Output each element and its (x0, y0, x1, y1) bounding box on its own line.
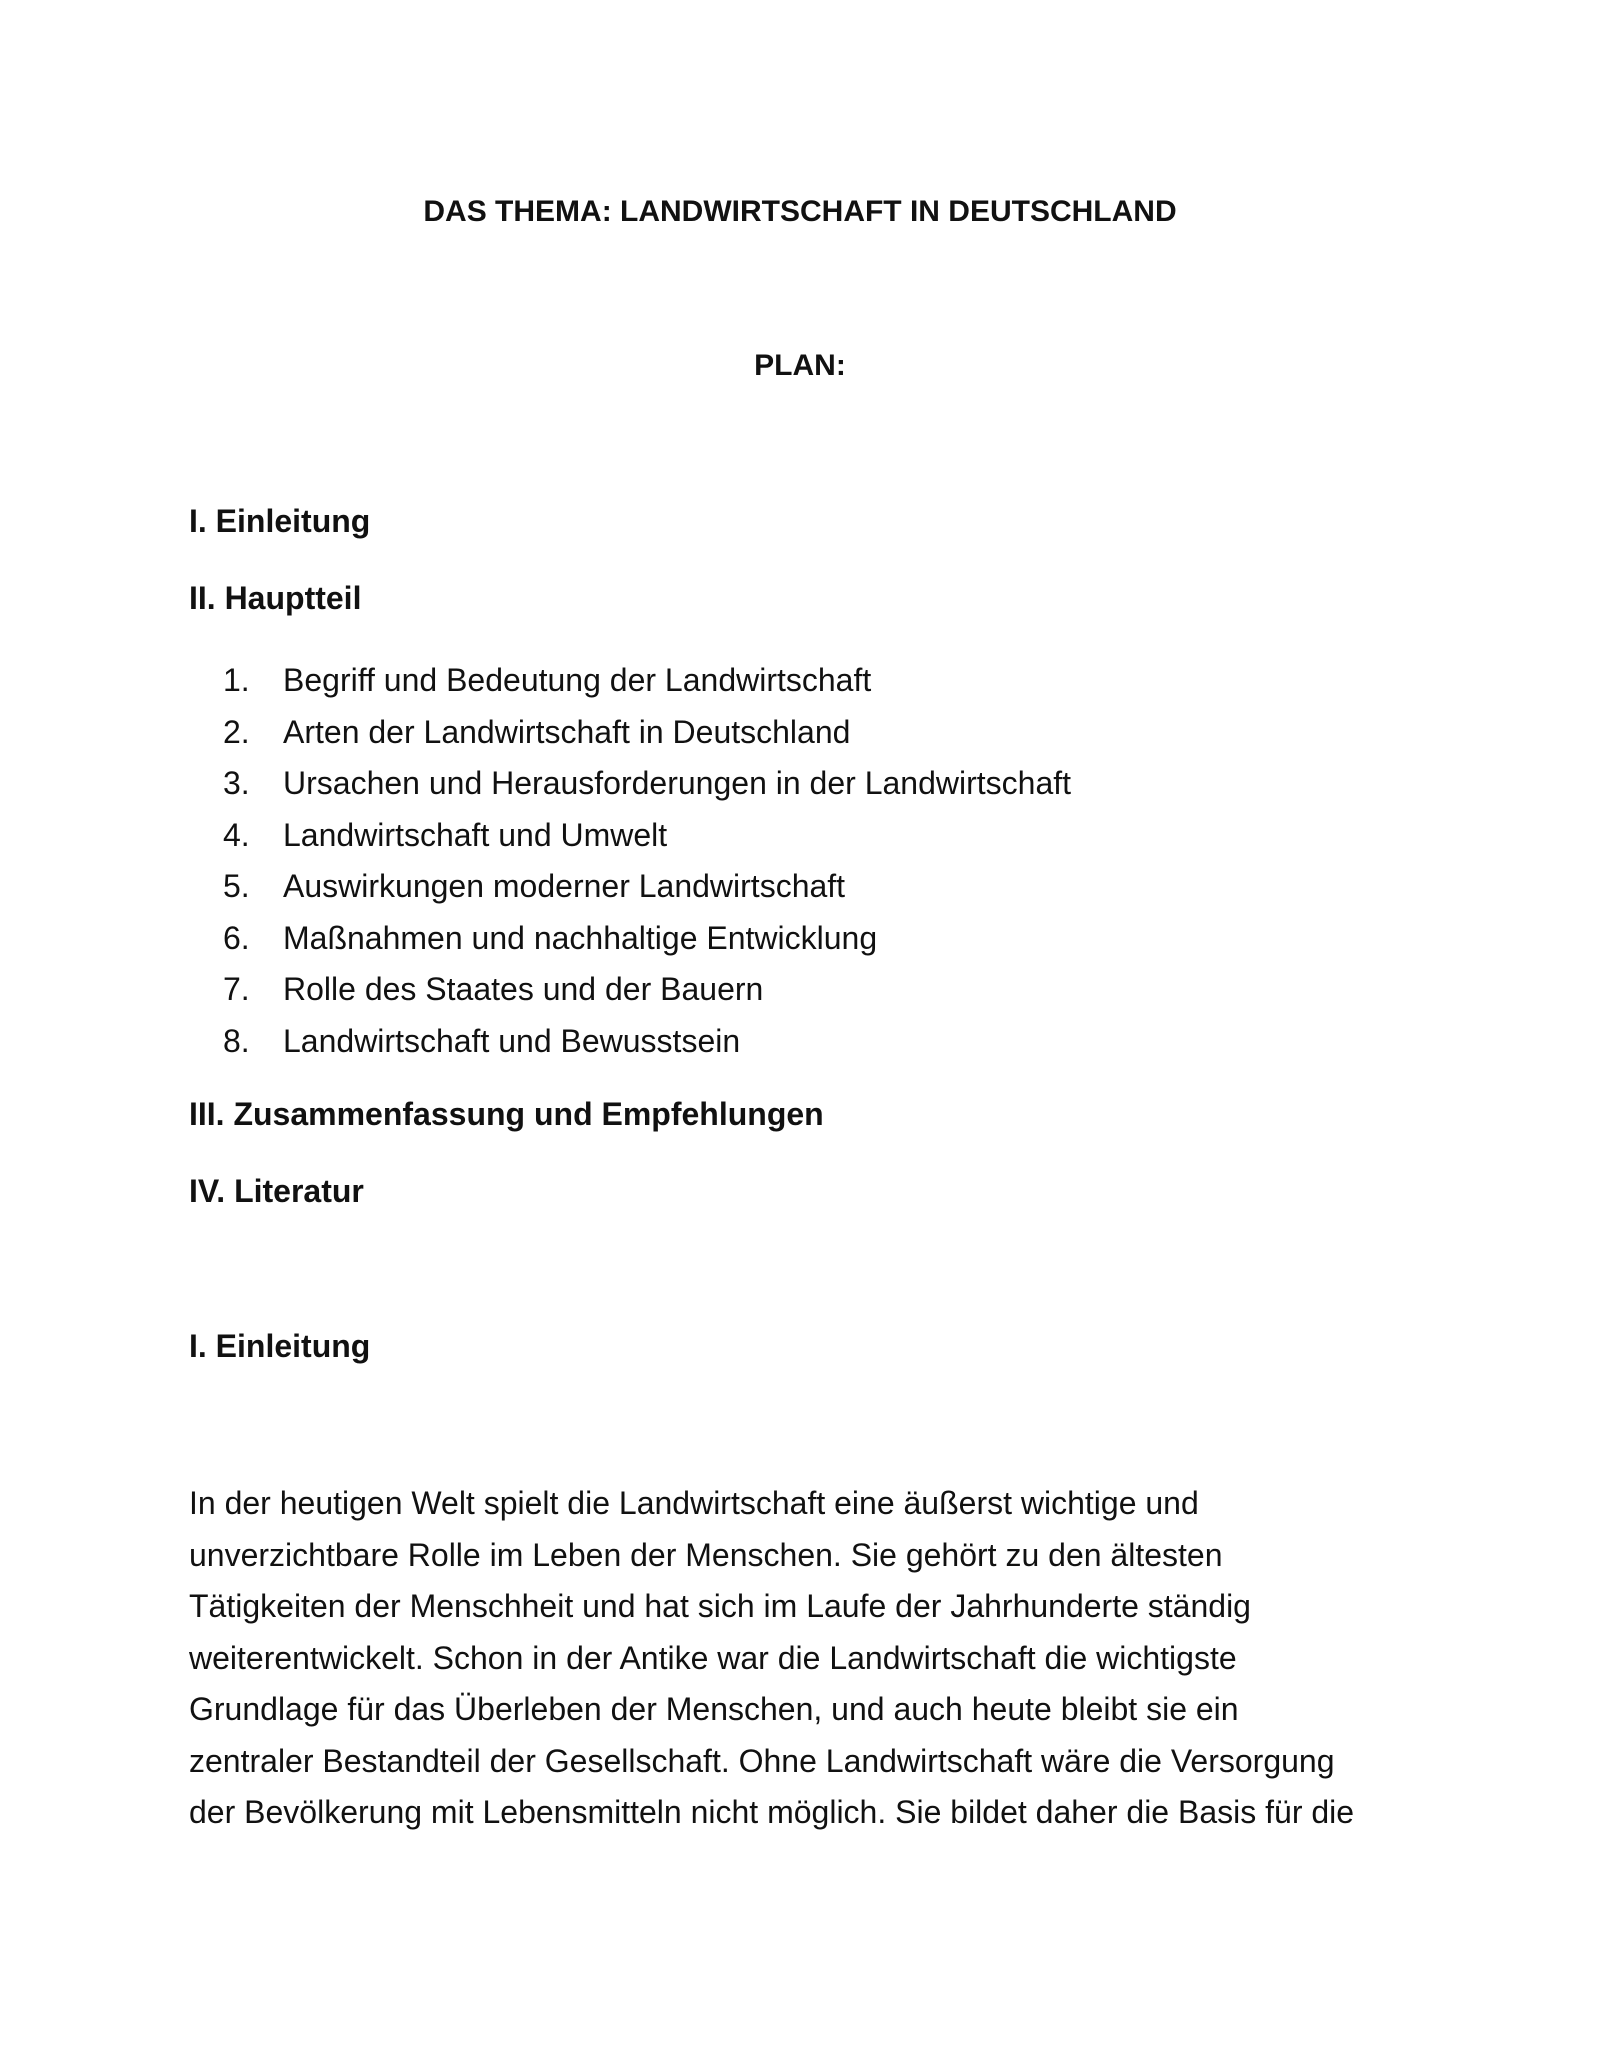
outline-einleitung: I. Einleitung (189, 503, 371, 539)
list-item (189, 758, 1439, 810)
list-item-number: 5. (223, 868, 250, 904)
list-item-number: 2. (223, 713, 250, 750)
list-item-text: Auswirkungen moderner Landwirtschaft (283, 868, 846, 904)
list-item-number: 3. (223, 765, 250, 801)
list-item (189, 707, 1439, 759)
list-item (189, 964, 1439, 1016)
list-item-number: 4. (223, 816, 250, 853)
list-item (189, 861, 1439, 913)
list-item-number: 6. (223, 919, 250, 956)
list-item-number: 1. (223, 662, 250, 698)
list-item-text: Begriff und Bedeutung der Landwirtschaft (283, 662, 872, 698)
outline-literatur: IV. Literatur (189, 1173, 364, 1209)
list-item-number: 7. (223, 971, 250, 1007)
list-item (189, 810, 1439, 862)
list-item-text: Landwirtschaft und Umwelt (283, 816, 668, 853)
outline-hauptteil: II. Hauptteil (189, 580, 362, 616)
list-item (189, 913, 1439, 965)
outline-hauptteil-list (189, 655, 1439, 1067)
list-item-text: Rolle des Staates und der Bauern (283, 971, 764, 1007)
list-item-text: Arten der Landwirtschaft in Deutschland (283, 713, 851, 750)
introduction-paragraph (189, 1478, 1429, 1839)
section-heading-einleitung: I. Einleitung (189, 1328, 371, 1364)
list-item-text: Ursachen und Herausforderungen in der Landwirtschaft (283, 765, 1072, 801)
list-item-number: 8. (223, 1022, 250, 1059)
paragraph-line: zentraler Bestandteil der Gesellschaft. Ohne Landwirtschaft wäre die Versorgung (189, 1742, 1335, 1779)
outline-zusammenfassung: III. Zusammenfassung und Empfehlungen (189, 1096, 824, 1132)
paragraph-line: weiterentwickelt. Schon in der Antike war die Landwirtschaft die wichtigste (189, 1639, 1237, 1676)
list-item-text: Landwirtschaft und Bewusstsein (283, 1022, 741, 1059)
list-item (189, 1016, 1439, 1068)
plan-heading: PLAN: (754, 349, 846, 382)
list-item-text: Maßnahmen und nachhaltige Entwicklung (283, 919, 878, 956)
paragraph-line: der Bevölkerung mit Lebensmitteln nicht möglich. Sie bildet daher die Basis für die (189, 1794, 1355, 1830)
paragraph-line: Tätigkeiten der Menschheit und hat sich im Laufe der Jahrhunderte ständig (189, 1588, 1251, 1624)
paragraph-line: In der heutigen Welt spielt die Landwirtschaft eine äußerst wichtige und (189, 1485, 1199, 1521)
document-title: DAS THEMA: LANDWIRTSCHAFT IN DEUTSCHLAND (423, 195, 1177, 228)
list-item (189, 655, 1439, 707)
paragraph-line: Grundlage für das Überleben der Menschen, und auch heute bleibt sie ein (189, 1691, 1239, 1727)
paragraph-line: unverzichtbare Rolle im Leben der Menschen. Sie gehört zu den ältesten (189, 1536, 1223, 1573)
